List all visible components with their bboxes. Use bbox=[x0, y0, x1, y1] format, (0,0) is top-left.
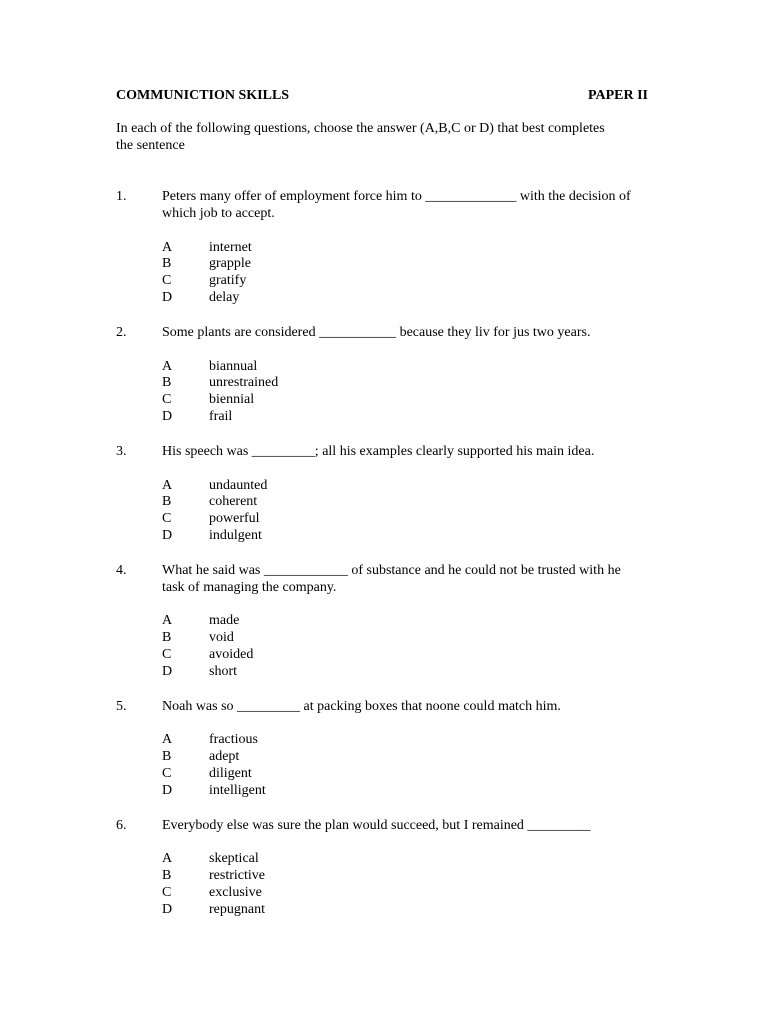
option-text: skeptical bbox=[209, 851, 259, 867]
option-b bbox=[162, 494, 656, 511]
option-d bbox=[162, 783, 656, 800]
option-d bbox=[162, 902, 656, 919]
question-text: What he said was ____________ of substance and he could not be trusted with he task of managing the company. bbox=[162, 562, 621, 595]
option-list bbox=[162, 240, 656, 307]
question-number: 2. bbox=[116, 324, 127, 340]
paper-label: PAPER II bbox=[587, 88, 648, 103]
option-d bbox=[162, 290, 656, 307]
option-b bbox=[162, 868, 656, 885]
option-text: frail bbox=[209, 408, 233, 424]
option-letter: D bbox=[162, 527, 173, 543]
option-letter: B bbox=[162, 494, 172, 510]
option-a bbox=[162, 732, 656, 749]
option-letter: C bbox=[162, 273, 172, 289]
option-letter: B bbox=[162, 256, 172, 272]
option-letter: B bbox=[162, 749, 172, 765]
option-text: undaunted bbox=[209, 477, 268, 493]
option-a bbox=[162, 851, 656, 868]
question-list bbox=[116, 189, 656, 919]
option-b bbox=[162, 375, 656, 392]
option-letter: B bbox=[162, 630, 172, 646]
question-text: His speech was _________; all his examples clearly supported his main idea. bbox=[162, 443, 595, 459]
question-number: 3. bbox=[116, 443, 127, 459]
option-text: fractious bbox=[209, 732, 258, 748]
option-text: unrestrained bbox=[209, 375, 279, 391]
question-6 bbox=[116, 818, 656, 919]
option-b bbox=[162, 256, 656, 273]
question-1 bbox=[116, 189, 656, 307]
option-letter: C bbox=[162, 511, 172, 527]
option-text: void bbox=[209, 630, 234, 646]
option-c bbox=[162, 766, 656, 783]
option-text: indulgent bbox=[209, 527, 262, 543]
option-c bbox=[162, 273, 656, 290]
question-number: 1. bbox=[116, 189, 127, 204]
instructions: In each of the following questions, choose the answer (A,B,C or D) that best completes the sentence bbox=[116, 121, 605, 153]
option-letter: A bbox=[162, 239, 173, 255]
option-letter: D bbox=[162, 289, 173, 305]
question-number: 6. bbox=[116, 817, 127, 833]
option-text: powerful bbox=[209, 511, 260, 527]
question-text: Peters many offer of employment force him to _____________ with the decision of which job to accept. bbox=[162, 189, 631, 221]
question-5 bbox=[116, 699, 656, 800]
question-4 bbox=[116, 563, 656, 681]
question-number: 5. bbox=[116, 698, 127, 714]
option-text: biannual bbox=[209, 358, 258, 374]
option-text: biennial bbox=[209, 392, 255, 408]
option-text: avoided bbox=[209, 646, 254, 662]
option-a bbox=[162, 478, 656, 495]
option-letter: D bbox=[162, 663, 173, 679]
option-text: internet bbox=[209, 239, 252, 255]
question-text: Everybody else was sure the plan would succeed, but I remained _________ bbox=[162, 817, 591, 833]
option-letter: C bbox=[162, 765, 172, 781]
question-3 bbox=[116, 444, 656, 545]
option-letter: C bbox=[162, 646, 172, 662]
option-text: coherent bbox=[209, 494, 258, 510]
option-list bbox=[162, 851, 656, 918]
option-list bbox=[162, 613, 656, 680]
option-text: short bbox=[209, 663, 237, 679]
option-letter: A bbox=[162, 358, 173, 374]
option-letter: A bbox=[162, 851, 173, 867]
option-list bbox=[162, 359, 656, 426]
option-text: restrictive bbox=[209, 868, 265, 884]
question-text: Noah was so _________ at packing boxes that noone could match him. bbox=[162, 698, 561, 714]
option-text: intelligent bbox=[209, 782, 266, 798]
option-letter: C bbox=[162, 884, 172, 900]
option-letter: B bbox=[162, 375, 172, 391]
option-letter: C bbox=[162, 392, 172, 408]
option-a bbox=[162, 613, 656, 630]
option-text: repugnant bbox=[209, 901, 265, 917]
option-text: exclusive bbox=[209, 884, 262, 900]
option-d bbox=[162, 664, 656, 681]
option-letter: D bbox=[162, 408, 173, 424]
question-number: 4. bbox=[116, 562, 127, 578]
option-d bbox=[162, 528, 656, 545]
option-c bbox=[162, 511, 656, 528]
option-letter: A bbox=[162, 477, 173, 493]
option-a bbox=[162, 359, 656, 376]
question-2 bbox=[116, 325, 656, 426]
question-text: Some plants are considered ___________ because they liv for jus two years. bbox=[162, 324, 591, 340]
option-text: gratify bbox=[209, 273, 247, 289]
option-b bbox=[162, 630, 656, 647]
option-letter: D bbox=[162, 782, 173, 798]
option-letter: B bbox=[162, 868, 172, 884]
option-a bbox=[162, 240, 656, 257]
option-letter: D bbox=[162, 901, 173, 917]
option-list bbox=[162, 732, 656, 799]
option-text: diligent bbox=[209, 765, 252, 781]
option-text: delay bbox=[209, 289, 240, 305]
option-text: adept bbox=[209, 749, 240, 765]
option-text: made bbox=[209, 613, 240, 629]
option-d bbox=[162, 409, 656, 426]
exam-title: COMMUNICTION SKILLS bbox=[116, 88, 290, 103]
option-letter: A bbox=[162, 732, 173, 748]
option-letter: A bbox=[162, 613, 173, 629]
option-list bbox=[162, 478, 656, 545]
option-b bbox=[162, 749, 656, 766]
option-c bbox=[162, 885, 656, 902]
option-c bbox=[162, 647, 656, 664]
option-c bbox=[162, 392, 656, 409]
option-text: grapple bbox=[209, 256, 251, 272]
